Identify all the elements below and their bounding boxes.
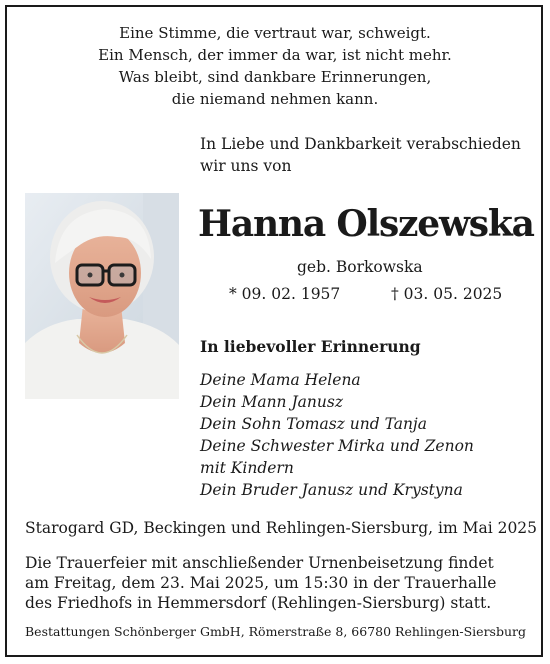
intro-line: wir uns von: [200, 157, 292, 175]
deceased-name: Hanna Olszewska: [198, 203, 534, 245]
mourner-line: Dein Mann Janusz: [200, 393, 344, 411]
ceremony-line: Die Trauerfeier mit anschließender Urnenbeisetzung findet: [25, 554, 494, 572]
poem-line: Was bleibt, sind dankbare Erinnerungen,: [118, 68, 432, 86]
poem-line: die niemand nehmen kann.: [171, 90, 379, 108]
mourner-line: Dein Sohn Tomasz und Tanja: [200, 415, 427, 433]
mourners-list: [200, 369, 474, 501]
ceremony-info: [25, 553, 496, 613]
poem-line: Eine Stimme, die vertraut war, schweigt.: [119, 24, 431, 42]
mourner-line: Deine Mama Helena: [200, 371, 361, 389]
funeral-home: Bestattungen Schönberger GmbH, Römerstraße 8, 66780 Rehlingen-Siersburg: [25, 624, 526, 639]
mourner-line: mit Kindern: [200, 459, 294, 477]
intro-text: [200, 133, 521, 177]
poem-line: Ein Mensch, der immer da war, ist nicht mehr.: [98, 46, 452, 64]
mourner-line: Deine Schwester Mirka und Zenon: [200, 437, 474, 455]
intro-line: In Liebe und Dankbarkeit verabschieden: [200, 135, 521, 153]
place-date: Starogard GD, Beckingen und Rehlingen-Siersburg, im Mai 2025: [25, 519, 538, 537]
poem: [0, 22, 550, 110]
birth-name: geb. Borkowska: [297, 258, 423, 276]
birth-date: * 09. 02. 1957: [229, 285, 341, 303]
mourner-line: Dein Bruder Janusz und Krystyna: [200, 481, 463, 499]
memory-heading: In liebevoller Erinnerung: [200, 337, 421, 356]
ceremony-line: des Friedhofs in Hemmersdorf (Rehlingen-Siersburg) statt.: [25, 594, 492, 612]
life-dates: [229, 285, 503, 303]
ceremony-line: am Freitag, dem 23. Mai 2025, um 15:30 in der Trauerhalle: [25, 574, 497, 592]
death-date: † 03. 05. 2025: [391, 285, 503, 303]
portrait-photo: [25, 193, 179, 399]
